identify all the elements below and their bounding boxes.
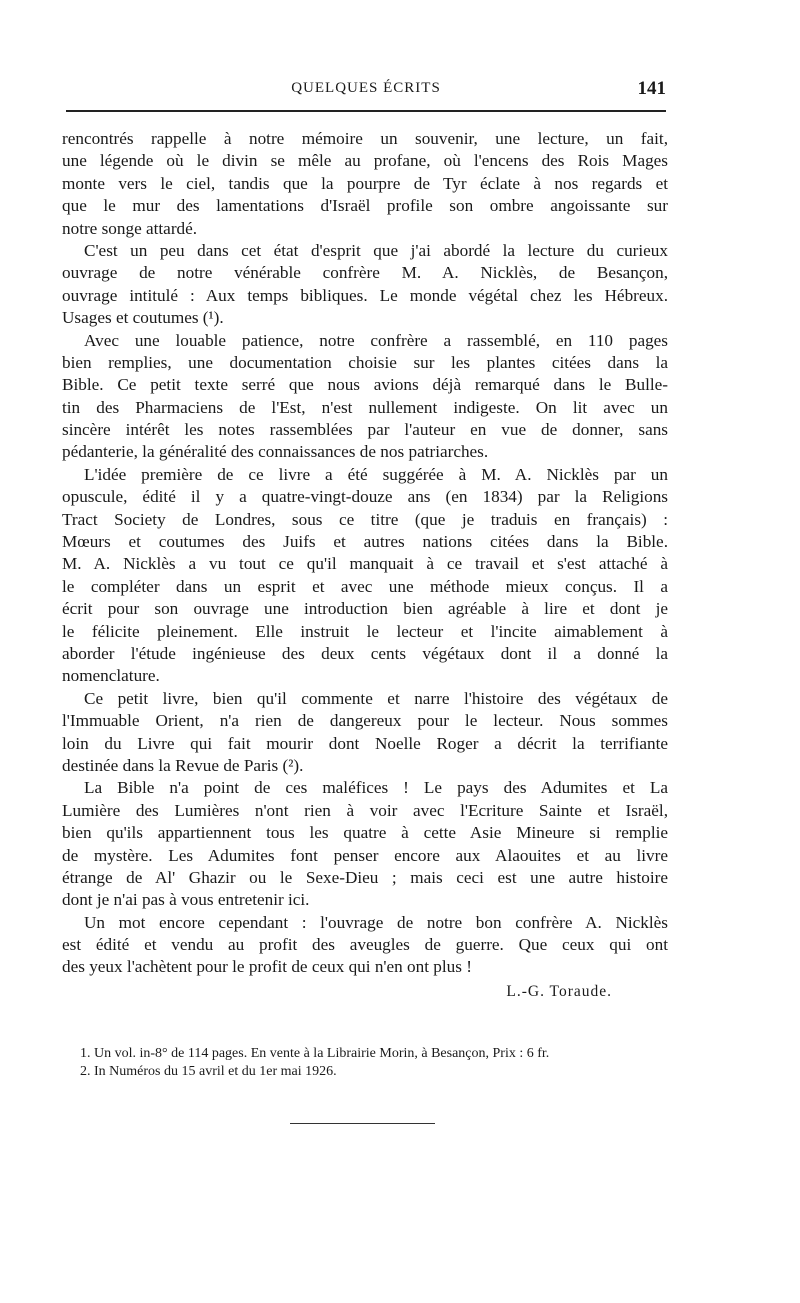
- author-signature: L.-G. Toraude.: [506, 982, 612, 1000]
- text-line: écrit pour son ouvrage une introduction bien agréable à lire et dont je: [62, 599, 668, 619]
- closing-rule: [290, 1123, 435, 1124]
- header-rule: [66, 110, 666, 112]
- text-line: Un mot encore cependant : l'ouvrage de notre bon confrère A. Nicklès: [84, 912, 668, 932]
- footnotes: [80, 1045, 670, 1081]
- footnote-2: 2. In Numéros du 15 avril et du 1er mai 1926.: [80, 1064, 337, 1079]
- text-line: étrange de Al' Ghazir ou le Sexe-Dieu ; mais ceci est une autre histoire: [62, 867, 668, 887]
- text-line: La Bible n'a point de ces maléfices ! Le pays des Adumites et La: [84, 778, 668, 798]
- text-line: nomenclature.: [62, 666, 160, 686]
- text-line: opuscule, édité il y a quatre-vingt-douze ans (en 1834) par la Religions: [62, 487, 668, 507]
- body-text: [62, 128, 668, 1005]
- text-line: Usages et coutumes (¹).: [62, 308, 224, 328]
- text-line: L'idée première de ce livre a été suggérée à M. A. Nicklès par un: [84, 464, 668, 484]
- text-line: ouvrage de notre vénérable confrère M. A. Nicklès, de Besançon,: [62, 263, 668, 283]
- text-line: Mœurs et coutumes des Juifs et autres nations citées dans la Bible.: [62, 532, 668, 552]
- text-line: rencontrés rappelle à notre mémoire un souvenir, une lecture, un fait,: [62, 129, 668, 148]
- text-line: loin du Livre qui fait mourir dont Noelle Roger a décrit la terrifiante: [62, 733, 668, 753]
- text-line: une légende où le divin se mêle au profane, où l'encens des Rois Mages: [62, 151, 668, 171]
- text-line: Tract Society de Londres, sous ce titre (que je traduis en français) :: [62, 509, 668, 529]
- text-line: bien qu'ils appartiennent tous les quatre à cette Asie Mineure si remplie: [62, 823, 668, 843]
- text-line: M. A. Nicklès a vu tout ce qu'il manquait à ce travail et s'est attaché à: [62, 554, 668, 574]
- footnote-1: 1. Un vol. in-8° de 114 pages. En vente à la Librairie Morin, à Besançon, Prix : 6 fr.: [80, 1046, 550, 1061]
- text-line: dont je n'ai pas à vous entretenir ici.: [62, 890, 310, 910]
- text-line: C'est un peu dans cet état d'esprit que j'ai abordé la lecture du curieux: [84, 240, 668, 260]
- page-number: 141: [637, 78, 666, 99]
- text-line: notre songe attardé.: [62, 218, 198, 238]
- text-line: Ce petit livre, bien qu'il commente et narre l'histoire des végétaux de: [84, 688, 668, 708]
- text-line: Avec une louable patience, notre confrère a rassemblé, en 110 pages: [84, 330, 668, 350]
- page-header: [66, 80, 666, 104]
- text-line: destinée dans la Revue de Paris (²).: [62, 755, 304, 775]
- text-line: ouvrage intitulé : Aux temps bibliques. Le monde végétal chez les Hébreux.: [62, 285, 668, 305]
- text-line: bien remplies, une documentation choisie sur les plantes citées dans la: [62, 352, 668, 372]
- text-line: le félicite pleinement. Elle instruit le lecteur et l'incite aimablement à: [62, 621, 668, 641]
- text-line: pédanterie, la généralité des connaissances de nos patriarches.: [62, 442, 489, 462]
- text-line: Lumière des Lumières n'ont rien à voir avec l'Ecriture Sainte et Israël,: [62, 800, 668, 820]
- running-title: QUELQUES ÉCRITS: [291, 80, 441, 96]
- text-line: aborder l'étude ingénieuse des deux cents végétaux dont il a donné la: [62, 643, 668, 663]
- text-line: Bible. Ce petit texte serré que nous avions déjà remarqué dans le Bulle-: [62, 375, 668, 395]
- text-line: sincère intérêt les notes rassemblées par l'auteur en vue de donner, sans: [62, 420, 668, 440]
- text-line: de mystère. Les Adumites font penser encore aux Alaouites et au livre: [62, 845, 668, 865]
- text-line: est édité et vendu au profit des aveugles de guerre. Que ceux qui ont: [62, 935, 668, 955]
- text-line: que le mur des lamentations d'Israël profile son ombre angoissante sur: [62, 196, 668, 216]
- text-line: monte vers le ciel, tandis que la pourpre de Tyr éclate à nos regards et: [62, 173, 668, 193]
- text-line: l'Immuable Orient, n'a rien de dangereux pour le lecteur. Nous sommes: [62, 711, 668, 731]
- text-line: tin des Pharmaciens de l'Est, n'est nullement indigeste. On lit avec un: [62, 397, 668, 417]
- text-line: des yeux l'achètent pour le profit de ceux qui n'en ont plus !: [62, 957, 472, 977]
- text-line: le compléter dans un esprit et avec une méthode mieux conçus. Il a: [62, 576, 668, 596]
